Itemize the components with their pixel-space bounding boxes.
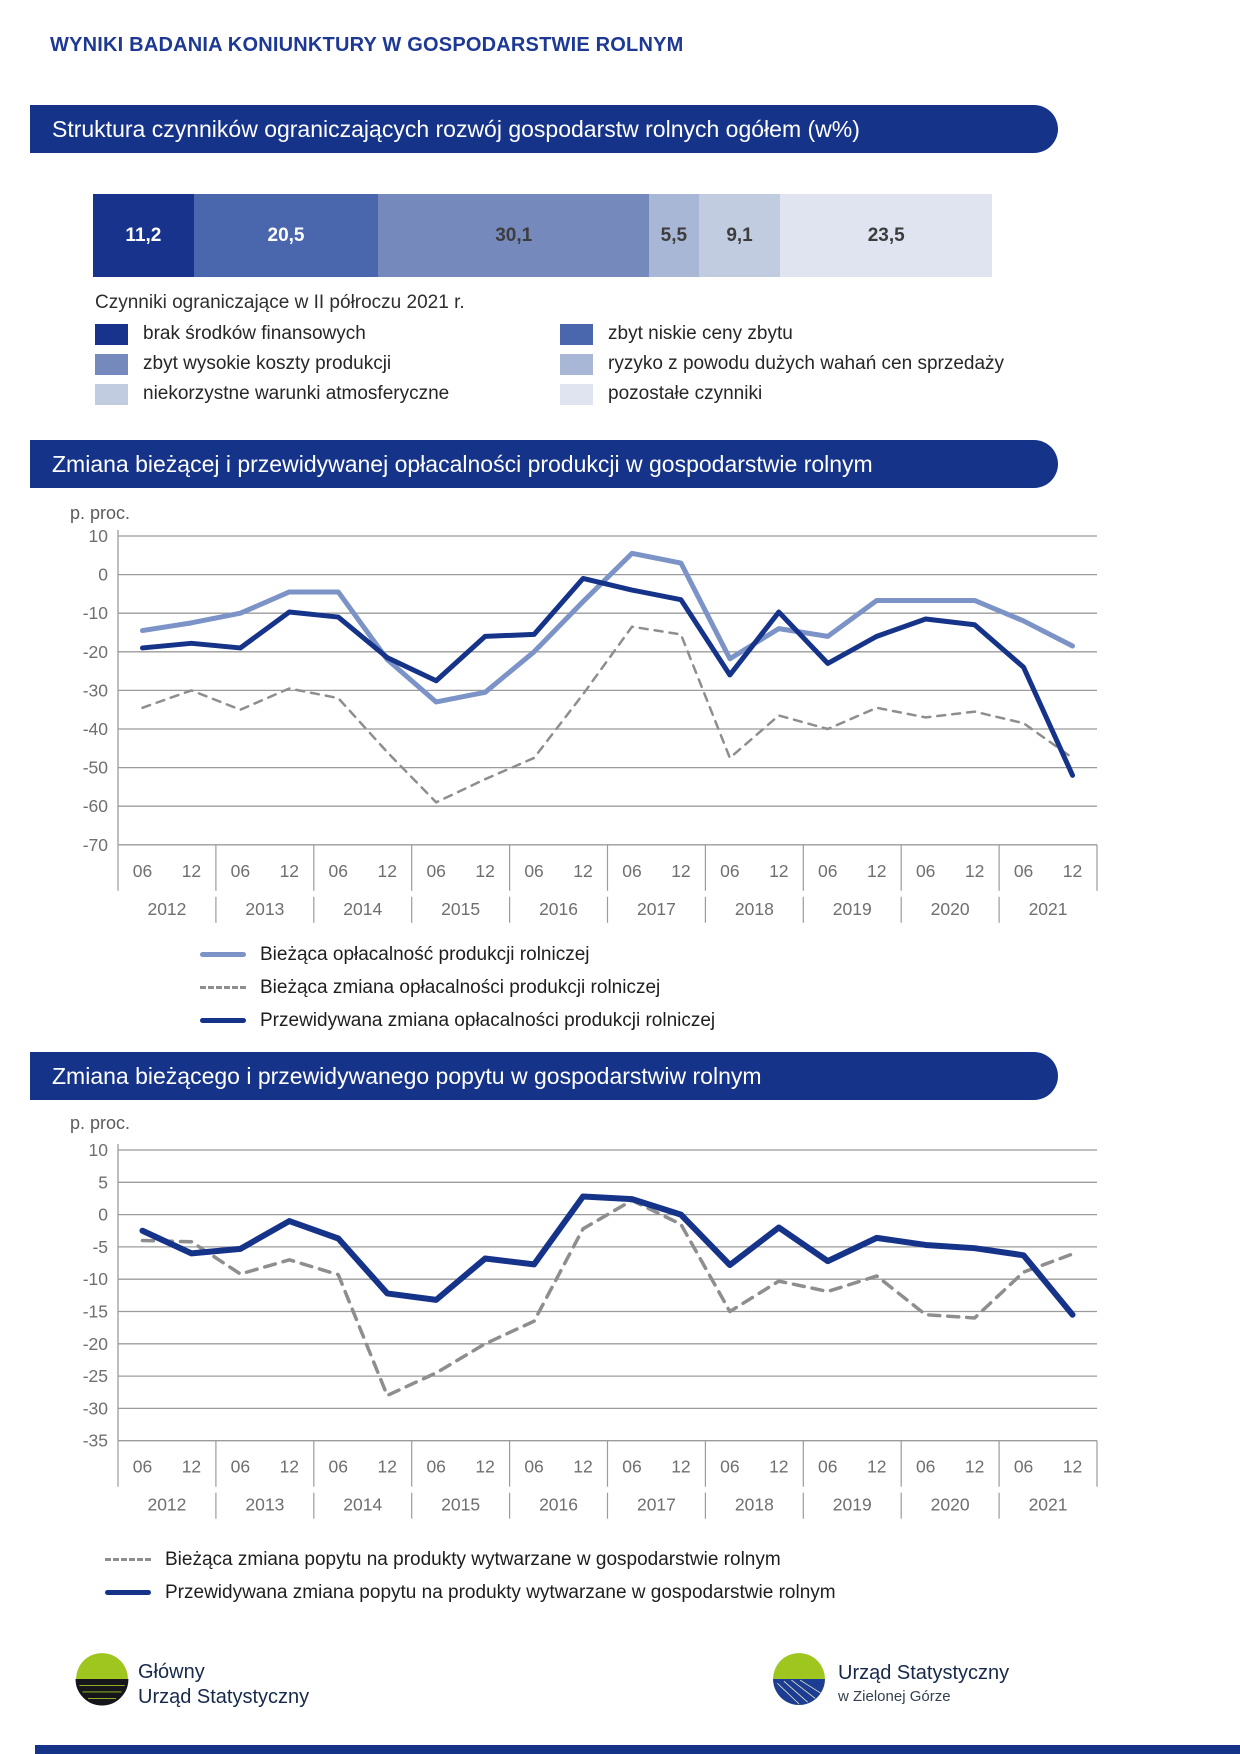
chart1-y-unit-label: p. proc.: [70, 503, 131, 523]
chart-legend-item: [200, 1004, 715, 1037]
svg-text:-35: -35: [82, 1430, 108, 1451]
chart-legend-item: [105, 1576, 836, 1609]
svg-text:-40: -40: [82, 719, 108, 739]
chart-legend-label: Bieżąca zmiana opłacalności produkcji rolniczej: [260, 976, 661, 998]
factor-swatch-icon: [95, 384, 128, 405]
page-title: WYNIKI BADANIA KONIUNKTURY W GOSPODARSTWIE ROLNYM: [50, 34, 684, 56]
svg-text:12: 12: [279, 1456, 300, 1477]
gus-logo-line2: Urząd Statystyczny: [138, 1686, 310, 1708]
svg-text:12: 12: [279, 860, 300, 881]
svg-text:2017: 2017: [636, 1494, 676, 1515]
bar-segment-1: 20,5: [194, 194, 378, 277]
svg-text:2016: 2016: [539, 1494, 579, 1515]
svg-text:06: 06: [230, 1456, 251, 1477]
svg-text:0: 0: [98, 1204, 108, 1225]
svg-text:-10: -10: [82, 603, 108, 624]
factor-swatch-icon: [560, 354, 593, 375]
svg-text:2013: 2013: [245, 1494, 285, 1515]
svg-text:06: 06: [1013, 860, 1034, 881]
svg-text:-25: -25: [82, 1366, 108, 1387]
chart1-series-0: [142, 553, 1072, 702]
chart-legend-label: Przewidywana zmiana opłacalności produkcji rolniczej: [260, 1009, 716, 1031]
section-banner-factors-label: Struktura czynników ograniczających rozwój gospodarstw rolnych ogółem (w%): [52, 115, 860, 142]
svg-text:12: 12: [573, 1456, 593, 1477]
chart-canvas-2: [60, 1110, 1140, 1540]
factor-swatch-icon: [560, 324, 593, 345]
section-banner-demand: [30, 1052, 1058, 1100]
svg-text:2021: 2021: [1028, 898, 1068, 919]
factor-legend-item: [95, 352, 449, 376]
section-banner-factors: [30, 105, 1058, 153]
factors-legend-column-right: [560, 322, 1004, 412]
svg-text:2012: 2012: [147, 898, 187, 919]
solid-line-icon: [105, 1590, 151, 1595]
chart-legend-label: Przewidywana zmiana popytu na produkty wytwarzane w gospodarstwie rolnym: [165, 1581, 836, 1603]
svg-text:-5: -5: [92, 1236, 108, 1257]
svg-text:06: 06: [132, 860, 153, 881]
us-logo-line1: Urząd Statystyczny: [838, 1662, 1010, 1684]
svg-text:06: 06: [915, 1456, 936, 1477]
factors-legend-title: Czynniki ograniczające w II półroczu 2021 r.: [95, 292, 465, 313]
svg-text:12: 12: [573, 860, 593, 881]
dashed-line-icon: [200, 986, 246, 989]
svg-text:06: 06: [720, 1456, 740, 1477]
svg-text:2019: 2019: [832, 1494, 872, 1515]
svg-text:06: 06: [1013, 1456, 1034, 1477]
svg-text:12: 12: [1062, 1456, 1083, 1477]
bar-segment-4: 9,1: [699, 194, 781, 277]
us-zielona-gora-logo-text: [838, 1662, 1009, 1705]
chart-legend-label: Bieżąca zmiana popytu na produkty wytwarzane w gospodarstwie rolnym: [165, 1548, 781, 1570]
svg-text:-50: -50: [82, 757, 108, 778]
svg-text:2015: 2015: [441, 1494, 481, 1515]
solid-line-icon: [200, 952, 246, 957]
chart-canvas-1: [60, 500, 1140, 936]
svg-text:06: 06: [524, 860, 544, 881]
factor-label: ryzyko z powodu dużych wahań cen sprzedaży: [608, 353, 1005, 374]
svg-text:06: 06: [818, 1456, 838, 1477]
factor-legend-item: [95, 382, 449, 406]
factor-label: niekorzystne warunki atmosferyczne: [143, 383, 450, 404]
factor-legend-item: [95, 322, 449, 346]
svg-text:2014: 2014: [343, 1494, 383, 1515]
chart1-series-1: [142, 627, 1072, 803]
svg-text:12: 12: [475, 1456, 495, 1477]
svg-text:06: 06: [818, 860, 838, 881]
svg-text:12: 12: [1062, 860, 1083, 881]
bar-segment-5: 23,5: [780, 194, 991, 277]
svg-text:2018: 2018: [734, 898, 774, 919]
svg-text:12: 12: [377, 860, 397, 881]
svg-text:06: 06: [328, 860, 349, 881]
svg-text:2015: 2015: [441, 898, 481, 919]
factors-legend-column-left: [95, 322, 449, 412]
svg-text:-10: -10: [82, 1269, 108, 1290]
factor-legend-item: [560, 382, 1004, 406]
limiting-factors-bar: [93, 194, 992, 277]
svg-text:12: 12: [769, 860, 789, 881]
chart-legend-item: [200, 971, 715, 1004]
svg-text:2017: 2017: [636, 898, 676, 919]
chart2-y-unit-label: p. proc.: [70, 1113, 131, 1133]
svg-text:-30: -30: [82, 1398, 108, 1419]
gus-logo-icon: [75, 1652, 129, 1706]
us-logo-line2: w Zielonej Górze: [838, 1688, 951, 1705]
chart1-series-2: [142, 578, 1072, 775]
svg-text:12: 12: [964, 860, 985, 881]
factor-legend-item: [560, 322, 1004, 346]
svg-text:5: 5: [98, 1172, 108, 1193]
svg-text:10: 10: [88, 1140, 108, 1160]
bar-segment-0: 11,2: [93, 194, 194, 277]
svg-text:2018: 2018: [734, 1494, 774, 1515]
svg-text:-20: -20: [82, 1333, 108, 1354]
svg-text:2012: 2012: [147, 1494, 187, 1515]
demand-chart-legend: [105, 1543, 836, 1609]
svg-text:06: 06: [524, 1456, 544, 1477]
svg-text:0: 0: [98, 564, 108, 585]
factor-swatch-icon: [95, 354, 128, 375]
svg-text:12: 12: [181, 860, 202, 881]
svg-text:12: 12: [181, 1456, 202, 1477]
svg-text:12: 12: [671, 860, 691, 881]
svg-text:12: 12: [866, 1456, 887, 1477]
dashed-line-icon: [105, 1558, 151, 1561]
svg-text:06: 06: [622, 1456, 642, 1477]
chart-legend-label: Bieżąca opłacalność produkcji rolniczej: [260, 943, 590, 965]
svg-text:06: 06: [132, 1456, 153, 1477]
us-zielona-gora-logo-icon: [772, 1652, 826, 1706]
svg-text:-15: -15: [82, 1301, 108, 1322]
svg-text:12: 12: [475, 860, 495, 881]
svg-text:2016: 2016: [539, 898, 579, 919]
bar-segment-3: 5,5: [649, 194, 698, 277]
svg-text:06: 06: [230, 860, 251, 881]
solid-line-icon: [200, 1018, 246, 1023]
section-banner-profitability: [30, 440, 1058, 488]
factor-label: zbyt niskie ceny zbytu: [608, 323, 793, 344]
svg-text:06: 06: [622, 860, 642, 881]
svg-text:06: 06: [915, 860, 936, 881]
svg-text:10: 10: [88, 526, 108, 546]
svg-text:2020: 2020: [930, 898, 970, 919]
svg-text:2020: 2020: [930, 1494, 970, 1515]
gus-logo-text: [138, 1660, 309, 1710]
section-banner-demand-label: Zmiana bieżącego i przewidywanego popytu w gospodarstwiw rolnym: [52, 1062, 762, 1089]
svg-text:12: 12: [769, 1456, 789, 1477]
gus-logo-line1: Główny: [138, 1661, 205, 1683]
footer-accent-bar: [35, 1745, 1240, 1754]
factor-swatch-icon: [560, 384, 593, 405]
chart2-series-0: [142, 1200, 1072, 1395]
svg-text:06: 06: [426, 1456, 446, 1477]
factor-label: brak środków finansowych: [143, 323, 366, 344]
svg-text:12: 12: [866, 860, 887, 881]
svg-text:2013: 2013: [245, 898, 285, 919]
svg-text:2019: 2019: [832, 898, 872, 919]
bar-segment-2: 30,1: [378, 194, 649, 277]
svg-text:2021: 2021: [1028, 1494, 1068, 1515]
svg-text:06: 06: [720, 860, 740, 881]
svg-text:12: 12: [671, 1456, 691, 1477]
svg-text:12: 12: [964, 1456, 985, 1477]
chart-legend-item: [105, 1543, 836, 1576]
chart-legend-item: [200, 938, 715, 971]
factor-legend-item: [560, 352, 1004, 376]
factor-label: pozostałe czynniki: [608, 383, 763, 404]
factor-label: zbyt wysokie koszty produkcji: [143, 353, 392, 374]
svg-text:12: 12: [377, 1456, 397, 1477]
svg-text:-20: -20: [82, 641, 108, 662]
profitability-chart-legend: [200, 938, 715, 1037]
svg-text:-30: -30: [82, 680, 108, 701]
factor-swatch-icon: [95, 324, 128, 345]
svg-text:-60: -60: [82, 796, 108, 817]
svg-text:06: 06: [426, 860, 446, 881]
svg-text:06: 06: [328, 1456, 349, 1477]
svg-text:-70: -70: [82, 834, 108, 855]
svg-text:2014: 2014: [343, 898, 383, 919]
section-banner-profitability-label: Zmiana bieżącej i przewidywanej opłacalności produkcji w gospodarstwie rolnym: [52, 450, 873, 477]
